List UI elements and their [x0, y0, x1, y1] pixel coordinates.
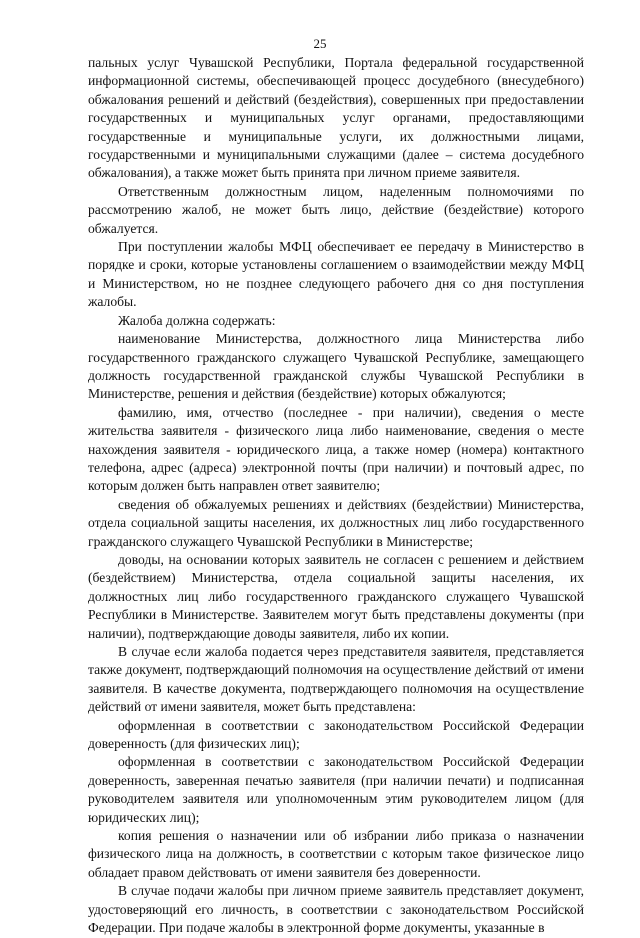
- paragraph: копия решения о назначении или об избрании либо приказа о назначении физического лица на должность, в соответствии с которым такое физическое лицо обладает правом действовать от имени заявителя без доверенности.: [88, 828, 584, 880]
- page-number: 25: [313, 36, 327, 51]
- paragraph: Ответственным должностным лицом, наделенным полномочиями по рассмотрению жалоб, не может быть лицо, действие (бездействие) которого обжалуется.: [88, 183, 584, 236]
- paragraph: оформленная в соответствии с законодательством Российской Федерации доверенность, заверенная печатью заявителя (при наличии печати) и подписанная руководителем заявителя или уполномоченным этим руководителем лицом (для юридических лиц);: [88, 754, 584, 825]
- paragraph: фамилию, имя, отчество (последнее - при наличии), сведения о месте жительства заявителя - физического лица либо наименование, сведения о месте нахождения заявителя - юридического лица, а также номер (номера) контактного телефона, адрес (адреса) электронной почты (при наличии) и почтовый адрес, по которым должен быть направлен ответ заявителю;: [88, 404, 584, 494]
- paragraph: доводы, на основании которых заявитель не согласен с решением и действием (бездействием) Министерства, отдела социальной защиты населения, их должностных лиц либо государственного гражданского служащего Чувашской Республики в Министерстве. Заявителем могут быть представлены документы (при наличии), подтверждающие доводы заявителя, либо их копии.: [88, 551, 584, 641]
- paragraph: При поступлении жалобы МФЦ обеспечивает ее передачу в Министерство в порядке и сроки, которые установлены соглашением о взаимодействии между МФЦ и Министерством, но не позднее следующего рабочего дня со дня поступления жалобы.: [88, 239, 584, 310]
- paragraph: Жалоба должна содержать:: [118, 312, 276, 328]
- paragraph: оформленная в соответствии с законодательством Российской Федерации доверенность (для физических лиц);: [88, 717, 584, 752]
- document-body: [88, 54, 584, 938]
- paragraph-continuation: пальных услуг Чувашской Республики, Портала федеральной государственной информационной системы, обеспечивающей процесс досудебного (внесудебного) обжалования решений и действий (бездействия), совершенных при предоставлении государственных и муниципальных услуг органами, предоставляющими государственные и муниципальные услуги, их должностными лицами, государственными и муниципальными служащими (далее – система досудебного обжалования), а также может быть принята при личном приеме заявителя.: [88, 55, 584, 181]
- paragraph: В случае если жалоба подается через представителя заявителя, представляется также документ, подтверждающий полномочия на осуществление действий от имени заявителя. В качестве документа, подтверждающего полномочия на осуществление действий от имени заявителя, может быть представлена:: [88, 644, 584, 715]
- paragraph: наименование Министерства, должностного лица Министерства либо государственного гражданского служащего Чувашской Республике, замещающего должность государственной гражданской службы Чувашской Республики в Министерстве, решения и действия (бездействие) которых обжалуются;: [88, 331, 584, 402]
- paragraph: В случае подачи жалобы при личном приеме заявитель представляет документ, удостоверяющий его личность, в соответствии с законодательством Российской Федерации. При подаче жалобы в электронной форме документы, указанные в: [88, 883, 584, 936]
- paragraph: сведения об обжалуемых решениях и действиях (бездействии) Министерства, отдела социальной защиты населения, их должностных лиц либо государственного гражданского служащего Чувашской Республики в Министерстве;: [88, 496, 584, 549]
